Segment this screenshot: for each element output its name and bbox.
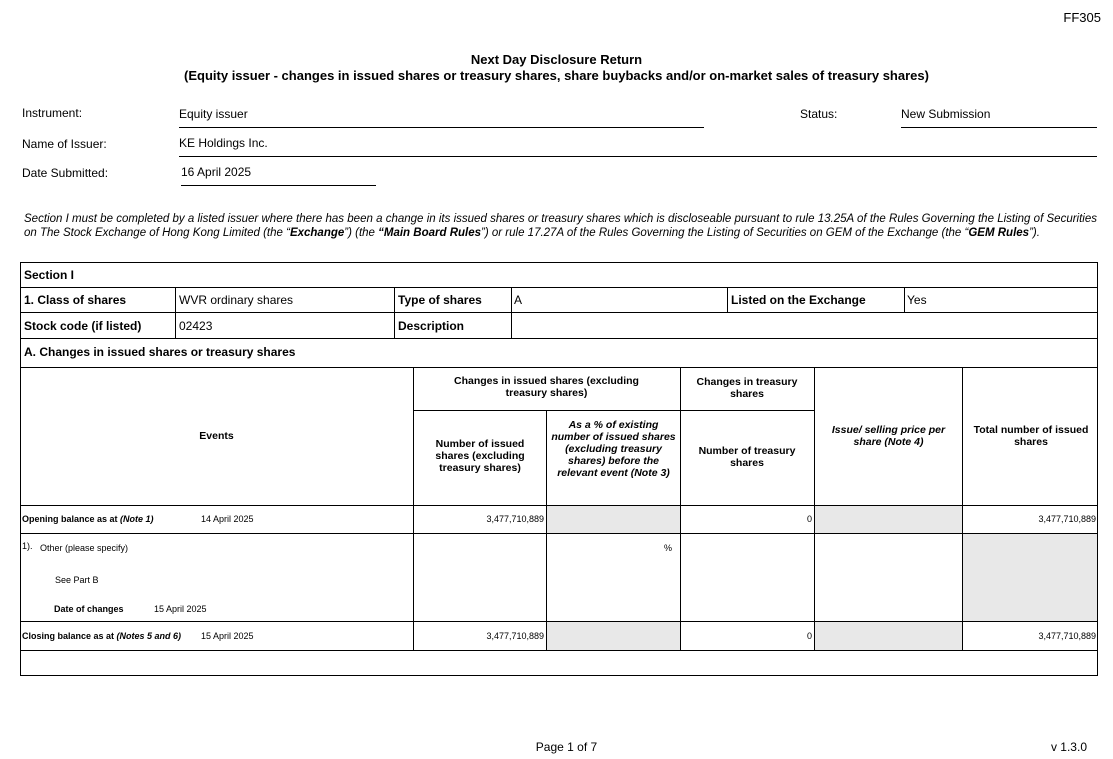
opening-treasury: 0 [806,514,812,524]
closing-note: (Notes 5 and 6) [116,631,182,641]
grey-cell [547,506,680,533]
intro-gem: GEM Rules [968,227,1030,239]
stock-code-label: Stock code (if listed) [24,319,142,333]
status-value: New Submission [901,107,1097,128]
form-code: FF305 [1063,10,1101,25]
section-title: Section I [24,268,75,282]
event-number: 1). [22,541,33,551]
events-header: Events [199,430,234,442]
date-submitted-label: Date Submitted: [22,166,109,180]
type-of-shares-value: A [514,293,523,307]
closing-label [22,631,181,641]
closing-date: 15 April 2025 [201,631,254,641]
issued-group-header: Changes in issued shares (excluding treasury shares) [454,375,639,399]
grey-cell [963,534,1097,621]
opening-total: 3,477,710,889 [1038,514,1096,524]
version: v 1.3.0 [1050,740,1087,754]
grey-cell [815,506,962,533]
intro-main-board: “Main Board Rules [378,227,482,239]
type-of-shares-label: Type of shares [398,293,482,307]
description-label: Description [398,319,465,333]
closing-label-text: Closing balance as at [22,631,117,641]
col-total: Total number of issued shares [973,424,1089,448]
event-specify: See Part B [55,575,99,585]
issuer-value: KE Holdings Inc. [179,136,1097,157]
intro-text-2: ”) (the [344,227,379,239]
intro-paragraph [24,212,1097,240]
event-date: 15 April 2025 [154,604,207,614]
event-percent: % [663,543,672,553]
treasury-group-header: Changes in treasury shares [696,376,798,400]
intro-text-3: ”) or rule 17.27A of the Rules Governing the Listing of Securities on GEM of the Exchange (the “ [481,227,969,239]
opening-note: (Note 1) [120,514,154,524]
col-number-treasury: Number of treasury shares [698,445,796,469]
instrument-label: Instrument: [22,106,83,120]
listed-value: Yes [907,293,927,307]
intro-exchange: Exchange [289,227,345,239]
col-number-issued: Number of issued shares (excluding treasury shares) [435,438,525,474]
class-of-shares-label: 1. Class of shares [24,293,127,307]
intro-text-4: ”). [1029,227,1040,239]
col-percent-existing: As a % of existing number of issued shares (excluding treasury shares) before the relevant event (Note 3) [551,419,676,479]
event-date-label: Date of changes [54,604,124,614]
issuer-label: Name of Issuer: [22,137,107,151]
col-price: Issue/ selling price per share (Note 4) [831,424,946,448]
intro-text-1: Section I must be completed by a listed issuer where there has been a change in its issued shares or treasury shares which is discloseable pursuant to rule 13.25A of the Rules Governing the Listing of Securities on The Stock Exchange of Hong Kong Limited (the “ [24,213,1097,239]
changes-title: A. Changes in issued shares or treasury shares [24,345,296,359]
event-type: Other (please specify) [40,543,129,553]
stock-code-value: 02423 [179,319,213,333]
page-title: Next Day Disclosure Return [470,52,643,67]
instrument-value: Equity issuer [179,107,704,128]
date-submitted-value: 16 April 2025 [181,165,376,186]
opening-date: 14 April 2025 [201,514,254,524]
class-of-shares-value: WVR ordinary shares [179,293,294,307]
grey-cell [815,622,962,650]
opening-label [22,514,154,524]
closing-issued: 3,477,710,889 [486,631,544,641]
grey-cell [547,622,680,650]
status-label: Status: [800,107,838,121]
opening-label-text: Opening balance as at [22,514,121,524]
page-number: Page 1 of 7 [535,740,598,754]
listed-label: Listed on the Exchange [731,293,866,307]
closing-total: 3,477,710,889 [1038,631,1096,641]
closing-treasury: 0 [806,631,812,641]
opening-issued: 3,477,710,889 [486,514,544,524]
page-subtitle: (Equity issuer - changes in issued shares or treasury shares, share buybacks and/or on-market sales of treasury shares) [184,68,929,83]
